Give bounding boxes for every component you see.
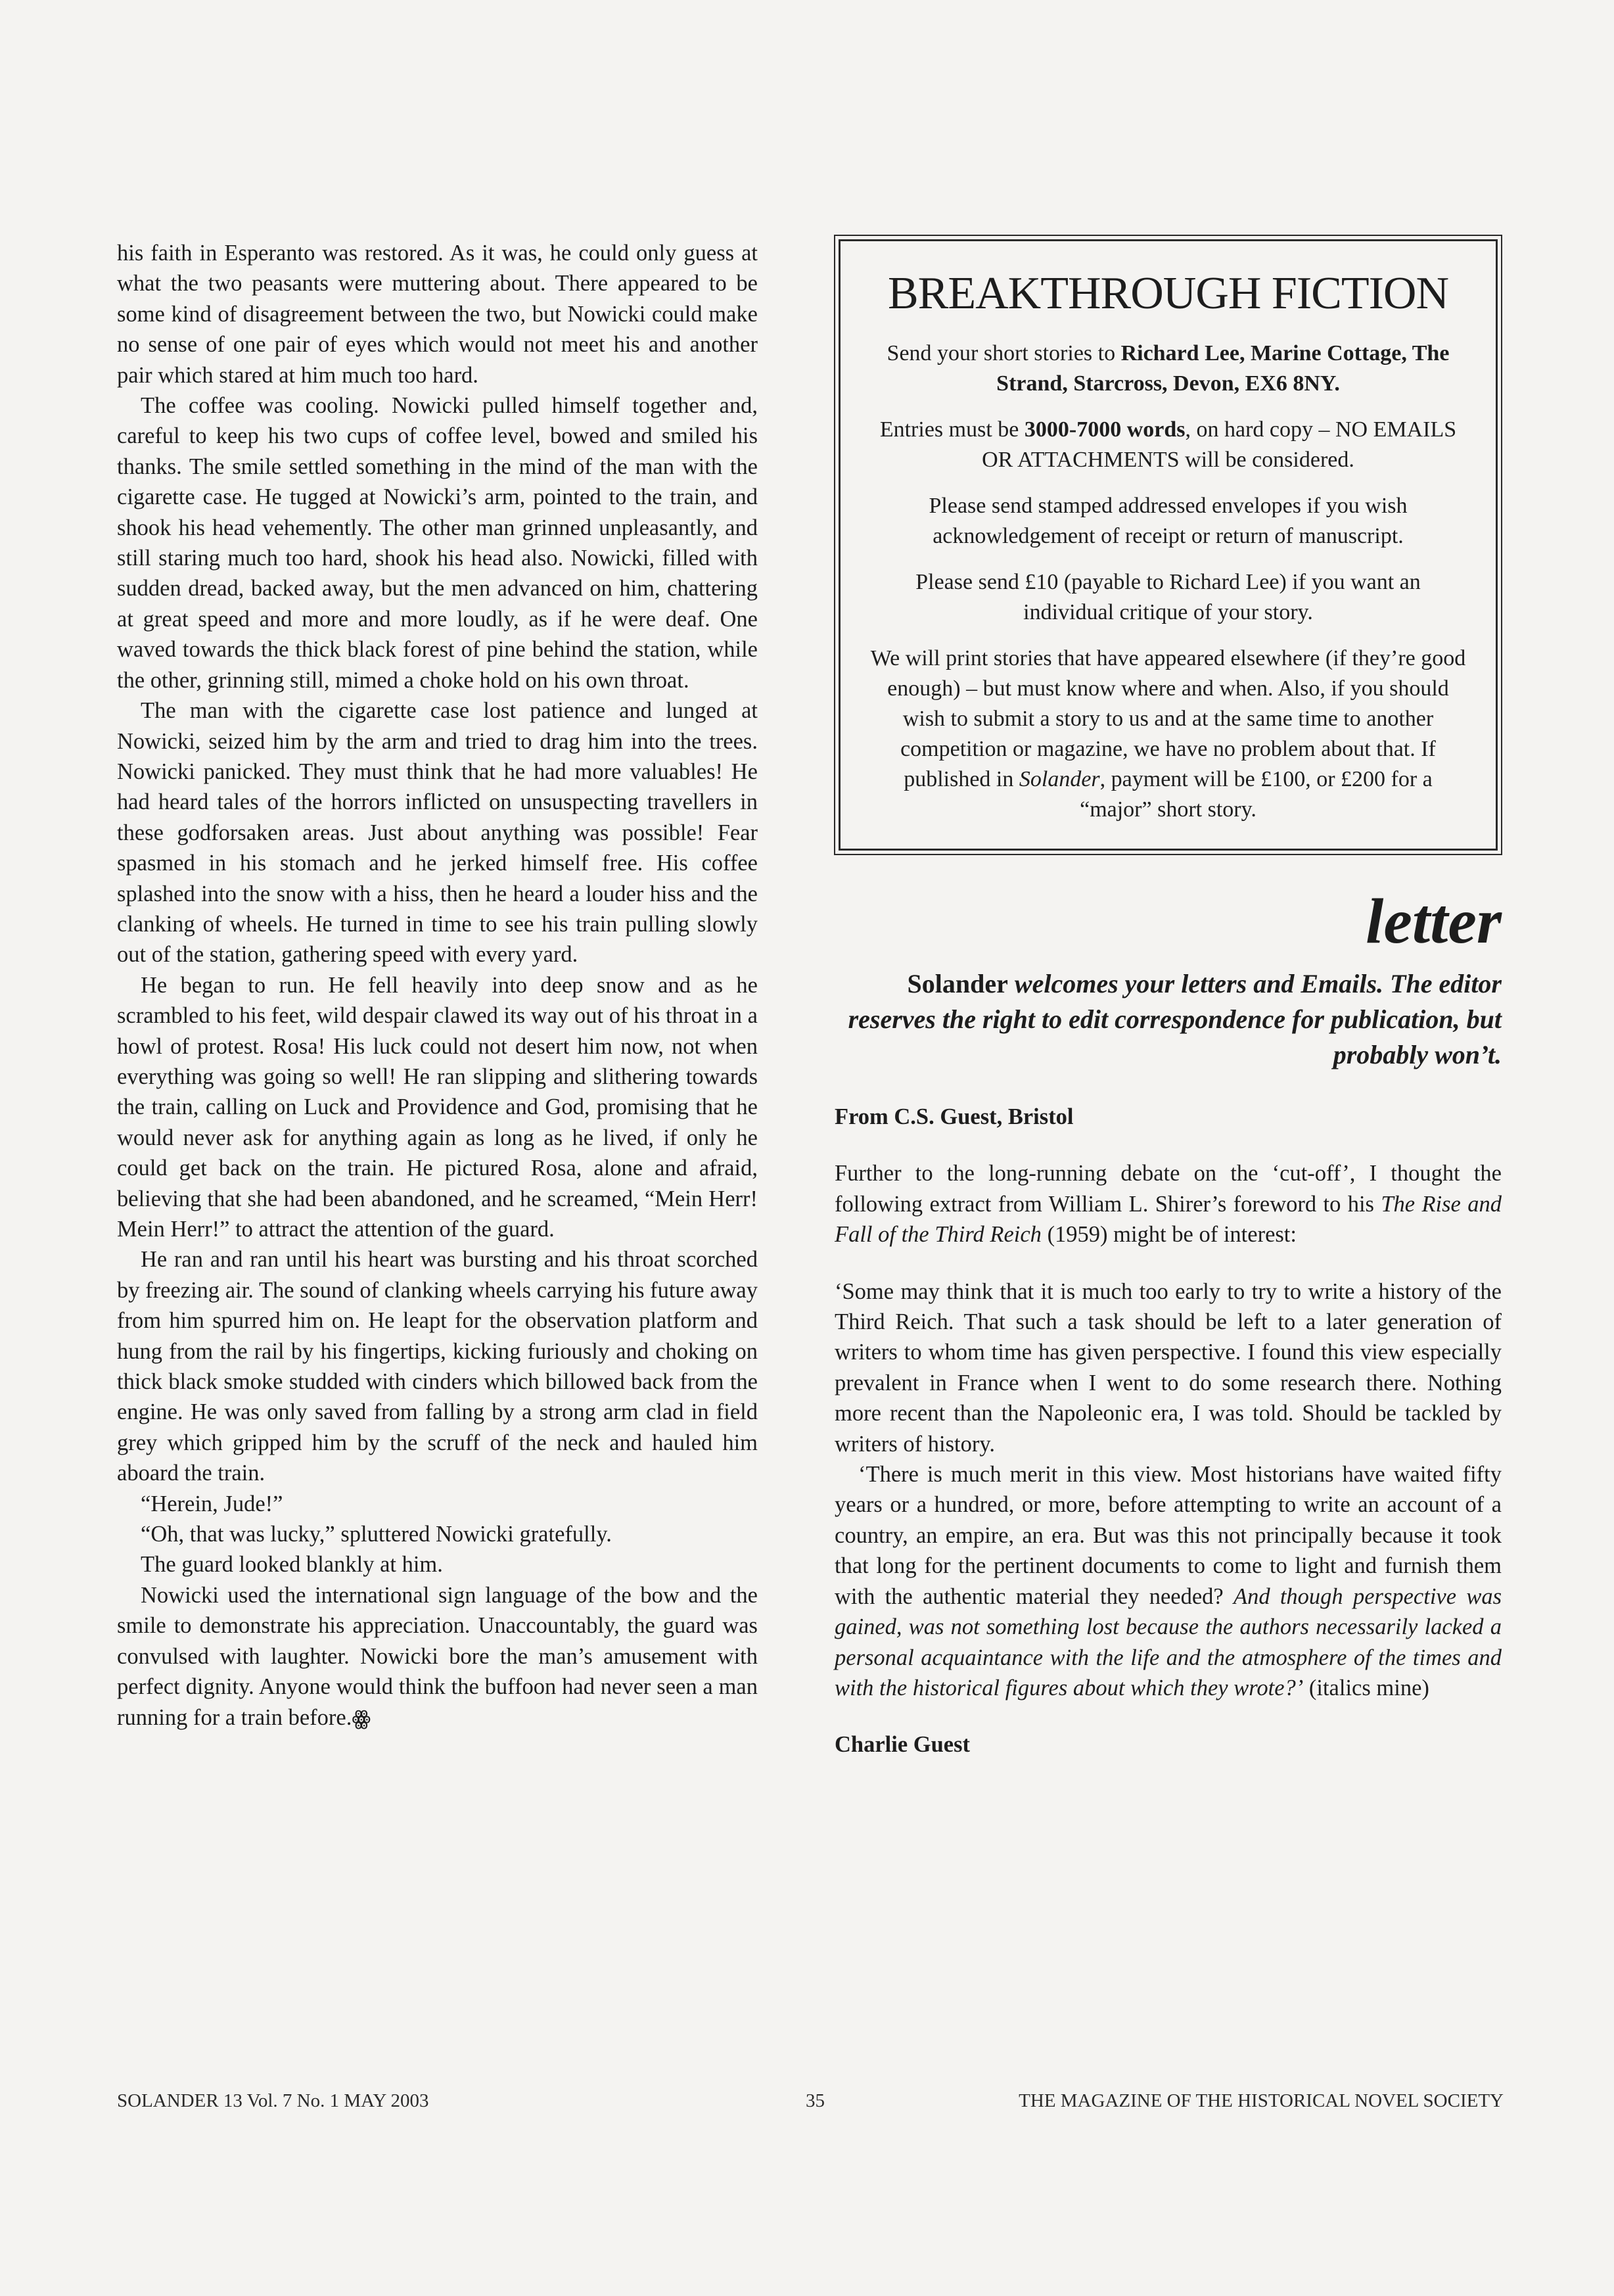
box-address: Richard Lee, Marine Cottage, The Strand, Starcross, Devon, EX6 8NY. (996, 341, 1450, 396)
box-text: We will print stories that have appeared elsewhere (if they’re good enough) – but must know where and when. Also, if you should wish to submit a story to us and at the same time to another competition or magazine, we have no problem about that. If published in (870, 646, 1466, 791)
box-payment-note (868, 644, 1468, 825)
letter-text: (1959) might be of interest: (1041, 1222, 1297, 1248)
right-column (835, 235, 1502, 1760)
story-dialogue: “Herein, Jude!” (141, 1491, 283, 1516)
magazine-name: Solander (907, 969, 1008, 998)
box-submission-address (868, 339, 1468, 399)
box-sae-note: Please send stamped addressed envelopes if you wish acknowledgement of receipt or return of manuscript. (929, 494, 1408, 548)
letter-body (835, 1102, 1502, 1760)
footer-issue: SOLANDER 13 Vol. 7 No. 1 MAY 2003 (117, 2090, 429, 2111)
letter-quote: ‘Some may think that it is much too early to try to write a history of the Third Reich. That such a task should be left to a later generation of writers to whom time has given perspective. I found this view especially prevalent in France when I went to do some research there. Nothing more recent than the Napoleonic era, I was told. Should be tackled by writers of history. (835, 1278, 1502, 1457)
letter-sender: From C.S. Guest, Bristol (835, 1104, 1074, 1129)
footer-magazine: THE MAGAZINE OF THE HISTORICAL NOVEL SOCIETY (1019, 2090, 1504, 2111)
letter-text: Further to the long-running debate on the ‘cut-off’, I thought the following extract from William L. Shirer’s foreword to his (835, 1161, 1502, 1217)
story-dialogue: The guard looked blankly at him. (141, 1552, 443, 1578)
letter-signature: Charlie Guest (835, 1732, 971, 1758)
story-dialogue: “Oh, that was lucky,” spluttered Nowicki gratefully. (141, 1522, 612, 1547)
page-number: 35 (806, 2090, 825, 2111)
box-text: Send your short stories to (887, 341, 1121, 365)
box-word-limit (868, 415, 1468, 475)
story-paragraph: He began to run. He fell heavily into deep snow and as he scrambled to his feet, wild despair clawed its way out of his throat in a howl of protest. Rosa! His luck could not desert him now, not when everything was going so well! He ran slipping and slithering towards the train, calling on Luck and Providence and God, promising that he would never ask for anything again as long as he lived, if only he could get back on the train. He pictured Rosa, alone and afraid, believing that she had been abandoned, and he screamed, “Mein Herr! Mein Herr!” to attract the attention of the guard. (117, 972, 758, 1242)
box-text: , on hard copy – NO EMAILS OR ATTACHMENTS will be considered. (982, 417, 1457, 472)
story-paragraph (117, 1580, 758, 1734)
story-paragraph: He ran and ran until his heart was bursting and his throat scorched by freezing air. The sound of clanking wheels carrying his future away from him spurred him on. He leapt for the observation platform and hung from the rail by his fingertips, kicking furiously and choking on thick black smoke studded with cinders which billowed back from the engine. He was only saved from falling by a strong arm clad in field grey which gripped him by the scruff of the neck and hauled him aboard the train. (117, 1247, 758, 1486)
letter-intro (835, 966, 1502, 1073)
letter-paragraph (835, 1158, 1502, 1250)
box-text: Entries must be (879, 417, 1025, 442)
story-paragraph: The man with the cigarette case lost patience and lunged at Nowicki, seized him by the arm and tried to drag him into the trees. Nowicki panicked. They must think that he had more valuables! He had heard tales of the horrors inflicted on unsuspecting travellers in these godforsaken areas. Just about anything was possible! Fear spasmed in his stomach and he jerked himself free. His coffee splashed into the snow with a hiss, then he heard a louder hiss and the clanking of wheels. He turned in time to see his train pulling slowly out of the station, gathering speed with every yard. (117, 698, 758, 968)
story-column (117, 238, 758, 1734)
end-mark-icon: ꙮ (352, 1706, 371, 1730)
box-text: , payment will be £100, or £200 for a “major” short story. (1080, 767, 1433, 822)
letter-text: ‘There is much merit in this view. Most historians have waited fifty years or a hundred, or more, before attempting to write an account of a country, an empire, an era. But was this not principally because it took that long for the pertinent documents to come to light and furnish them with the authentic material they needed? (835, 1462, 1502, 1609)
box-title: BREAKTHROUGH FICTION (887, 268, 1449, 319)
letter-intro-text: welcomes your letters and Emails. The editor reserves the right to edit correspondence for publication, but probably won’t. (848, 969, 1502, 1069)
letter-italic-quote: And though perspective was gained, was not something lost because the authors necessarily lacked a personal acquaintance with the life and the atmosphere of the times and with the historical figures about which they wrote?’ (835, 1583, 1502, 1700)
letter-quote (835, 1459, 1502, 1703)
box-critique-note: Please send £10 (payable to Richard Lee) if you want an individual critique of your story. (915, 570, 1421, 624)
story-paragraph: his faith in Esperanto was restored. As it was, he could only guess at what the two peasants were muttering about. There appeared to be some kind of disagreement between the two, but Nowicki could make no sense of one pair of eyes which would not meet his and another pair which stared at him much too hard. (117, 241, 758, 388)
book-title: The Rise and Fall of the Third Reich (835, 1191, 1502, 1248)
story-final-text: Nowicki used the international sign language of the bow and the smile to demonstrate his appreciation. Unaccountably, the guard was convulsed with laughter. Nowicki bore the man’s amusement with perfect dignity. Anyone would think the buffoon had never seen a man running for a train before. (117, 1582, 758, 1730)
box-word-count: 3000-7000 words (1024, 417, 1186, 442)
breakthrough-fiction-box (839, 239, 1498, 851)
letter-heading: letter (1366, 886, 1502, 957)
box-magazine-name: Solander (1019, 767, 1100, 791)
letter-text: (italics mine) (1303, 1675, 1429, 1700)
story-paragraph: The coffee was cooling. Nowicki pulled himself together and, careful to keep his two cups of coffee level, bowed and smiled his thanks. The smile settled something in the mind of the man with the cigarette case. He tugged at Nowicki’s arm, pointed to the train, and shook his head vehemently. The other man grinned unpleasantly, and still staring much too hard, shook his head also. Nowicki, filled with sudden dread, backed away, but the men advanced on him, chattering at great speed and more and more loudly, as if he were deaf. One waved towards the thick black forest of pine behind the station, while the other, grinning still, mimed a choke hold on his own throat. (117, 393, 758, 693)
